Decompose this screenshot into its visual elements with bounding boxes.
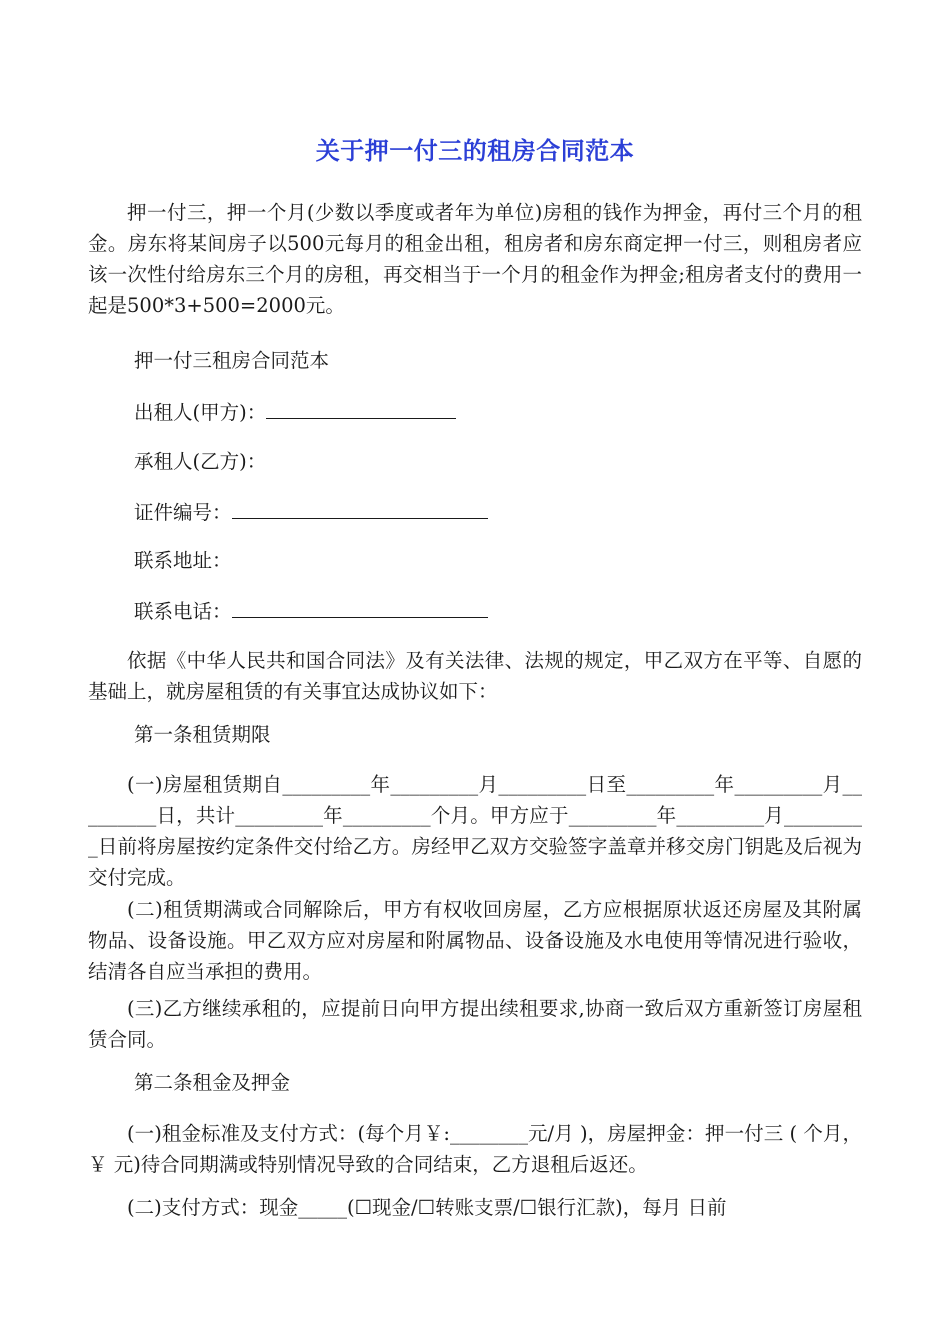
- intro-paragraph: 押一付三，押一个月(少数以季度或者年为单位)房租的钱作为押金，再付三个月的租金。房东将某间房子以500元每月的租金出租，租房者和房东商定押一付三，则租房者应该一次性付给房东三个月的房租，再交相当于一个月的租金作为押金;租房者支付的费用一起是500*3+500=2000元。: [88, 201, 862, 317]
- article1-clause2: (二)租赁期满或合同解除后，甲方有权收回房屋，乙方应根据原状返还房屋及其附属物品、设备设施。甲乙双方应对房屋和附属物品、设备设施及水电使用等情况进行验收，结清各自应当承担的费用。: [88, 898, 862, 983]
- id-number-label: 证件编号：: [134, 501, 232, 524]
- id-number-blank: [232, 496, 488, 519]
- article1-heading: 第一条租赁期限: [134, 723, 271, 746]
- lessee-label: 承租人(乙方)：: [134, 450, 267, 473]
- phone-field: [134, 595, 488, 627]
- article2-heading: 第二条租金及押金: [134, 1071, 291, 1094]
- article2-clause1: (一)租金标准及支付方式：(每个月￥:________元/月 )，房屋押金：押一付三 ( 个月，￥ 元)待合同期满或特别情况导致的合同结束，乙方退租后返还。: [88, 1122, 862, 1176]
- article1-clause1: (一)房屋租赁期自_________年_________月_________日至_________年_________月_________日，共计_________年_________个月。甲方应于_________年_________月_________日前将房屋按约定条件交付给乙方。房经甲乙双方交验签字盖章并移交房门钥匙及后视为交付完成。: [88, 773, 862, 889]
- address-field: [134, 545, 232, 576]
- lessor-blank: [266, 396, 456, 419]
- lessee-field: [134, 446, 266, 477]
- phone-blank: [232, 595, 488, 618]
- contract-subtitle: 押一付三租房合同范本: [134, 349, 330, 372]
- lessor-field: [134, 396, 456, 428]
- document-title: 关于押一付三的租房合同范本: [315, 137, 635, 165]
- preamble-paragraph: 依据《中华人民共和国合同法》及有关法律、法规的规定，甲乙双方在平等、自愿的基础上，就房屋租赁的有关事宜达成协议如下：: [88, 649, 862, 703]
- lessor-label: 出租人(甲方)：: [134, 401, 267, 424]
- article2-clause2: (二)支付方式：现金_____(☐现金/☐转账支票/☐银行汇款)，每月 日前: [127, 1196, 727, 1219]
- id-number-field: [134, 496, 488, 528]
- address-label: 联系地址：: [134, 549, 232, 572]
- article1-clause3: (三)乙方继续承租的，应提前日向甲方提出续租要求,协商一致后双方重新签订房屋租赁合同。: [88, 997, 862, 1051]
- phone-label: 联系电话：: [134, 600, 232, 623]
